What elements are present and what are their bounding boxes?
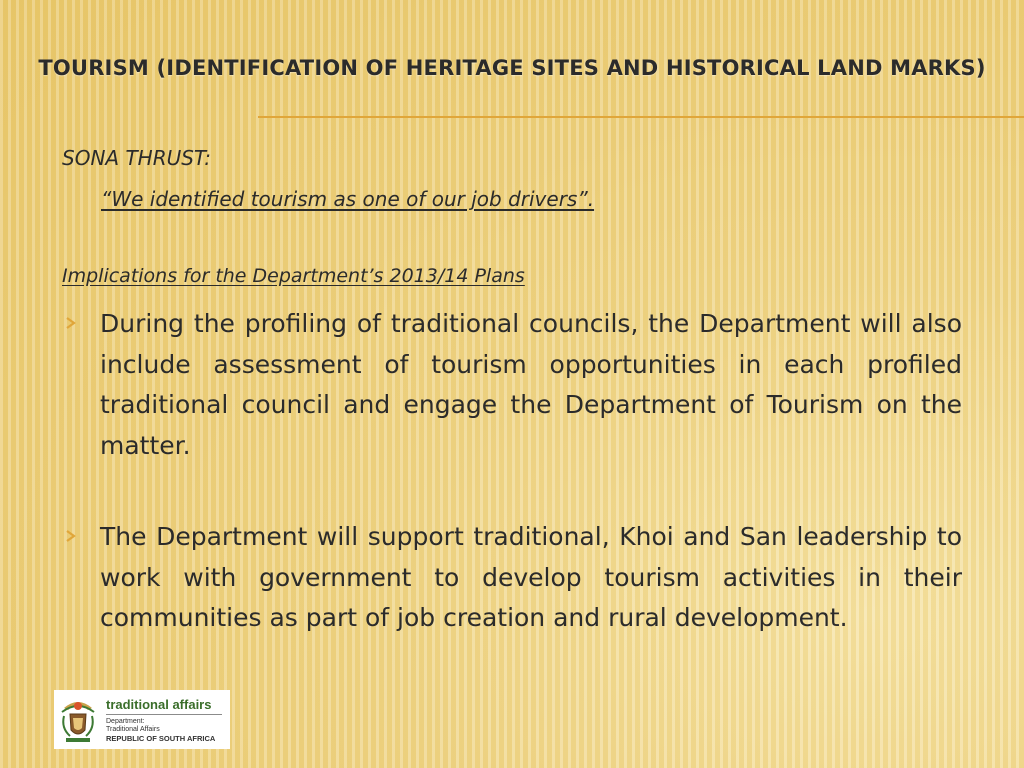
bullet-item — [62, 304, 962, 466]
bullet-item — [62, 517, 962, 639]
implications-heading: Implications for the Department’s 2013/14 Plans — [62, 265, 525, 287]
coat-of-arms-icon — [58, 694, 98, 745]
logo-line-1: Department: — [106, 718, 145, 725]
title-divider — [258, 116, 1024, 118]
logo-name: traditional affairs — [106, 697, 212, 712]
logo-divider — [106, 714, 222, 715]
arrow-bullet-icon — [64, 316, 78, 330]
bullet-list — [62, 304, 962, 639]
logo-line-2: Traditional Affairs — [106, 726, 160, 733]
department-logo — [54, 690, 230, 749]
bullet-text: The Department will support traditional, Khoi and San leadership to work with government to develop tourism activities in their communities as part of job creation and rural development. — [100, 522, 962, 632]
sona-quote: “We identified tourism as one of our job drivers”. — [101, 187, 595, 211]
sona-label: SONA THRUST: — [62, 146, 212, 170]
slide-title: TOURISM (IDENTIFICATION OF HERITAGE SITES AND HISTORICAL LAND MARKS) — [38, 56, 986, 80]
logo-line-3: REPUBLIC OF SOUTH AFRICA — [106, 734, 216, 743]
bullet-text: During the profiling of traditional councils, the Department will also include assessment of tourism opportunities in each profiled traditional council and engage the Department of Tourism on the matter. — [100, 309, 962, 460]
arrow-bullet-icon — [64, 529, 78, 543]
